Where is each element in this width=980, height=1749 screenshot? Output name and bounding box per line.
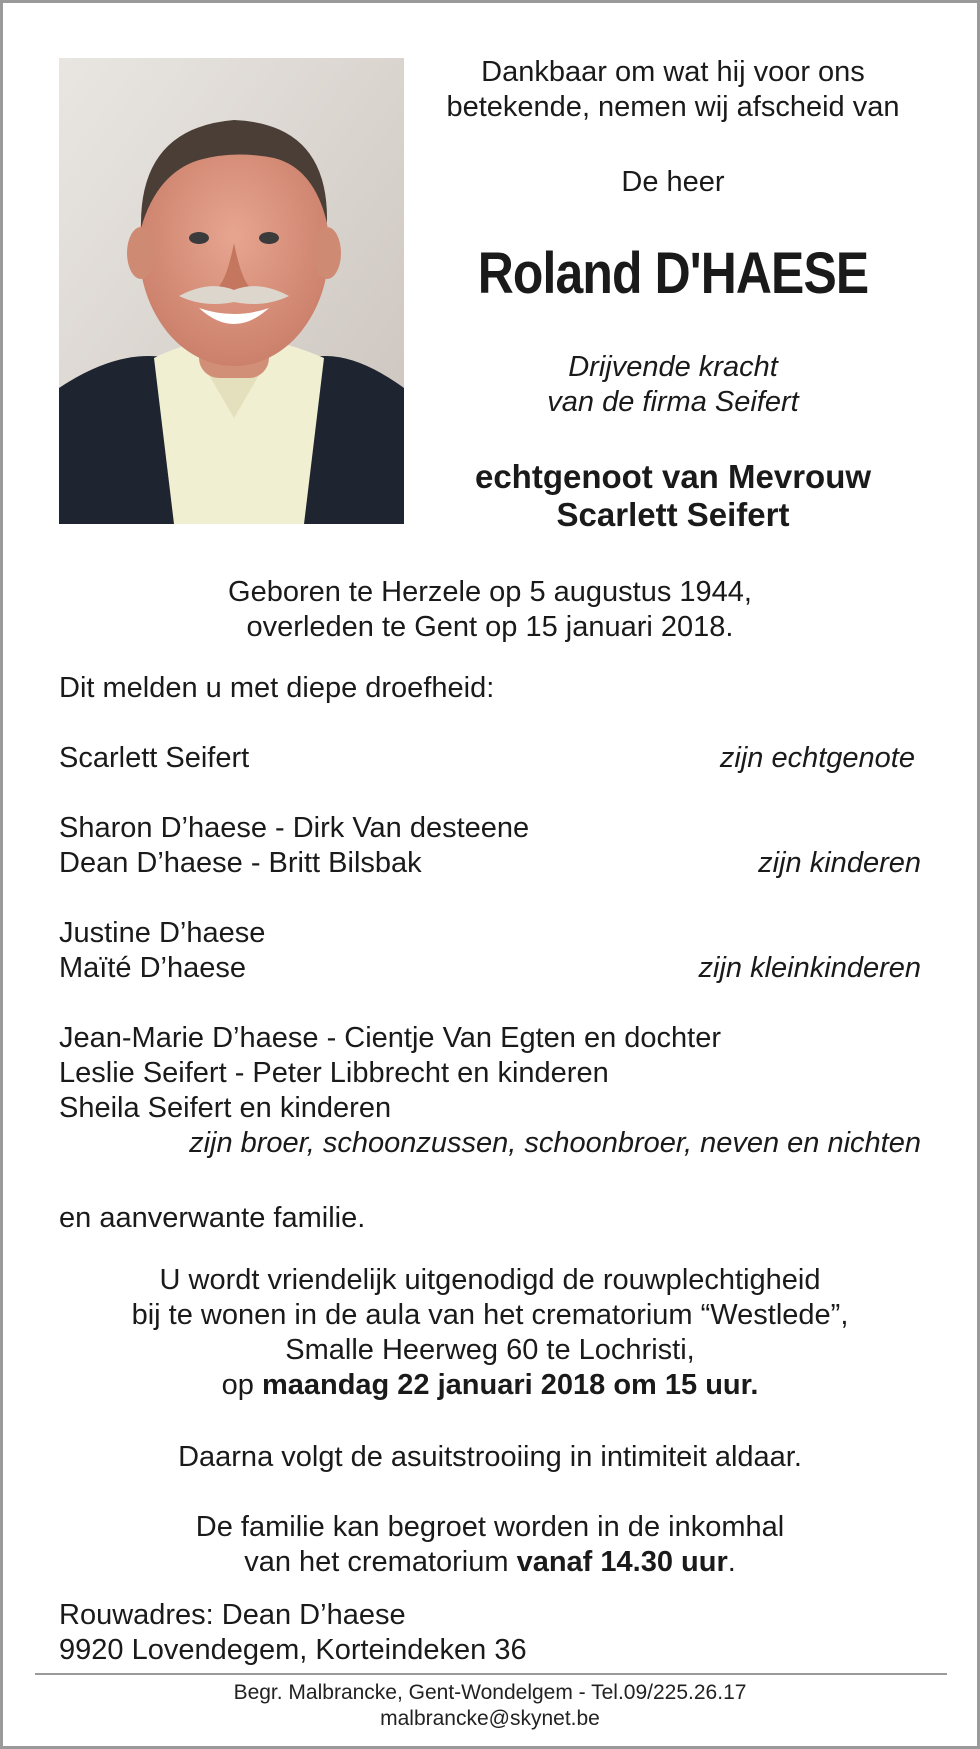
ceremony-date: maandag 22 januari 2018 om 15 uur.	[261, 1369, 759, 1401]
ceremony-line-2: bij te wonen in de aula van het crematorium “Westlede”,	[131, 1299, 849, 1331]
family-name: Sharon D’haese - Dirk Van desteene	[59, 812, 530, 844]
ceremony-line-4	[3, 1368, 977, 1403]
greeting-time: vanaf 14.30 uur	[516, 1546, 728, 1578]
family-group-grandchildren	[59, 951, 921, 986]
address-line-1: Rouwadres: Dean D’haese	[59, 1599, 406, 1631]
family-name: Jean-Marie D’haese - Cientje Van Egten en dochter	[59, 1022, 722, 1054]
spouse-line-1: echtgenoot van Mevrouw	[474, 458, 872, 495]
intro-text	[423, 55, 923, 125]
greeting-suffix: .	[727, 1546, 736, 1578]
family-relation: zijn kinderen	[758, 847, 921, 879]
footer-email[interactable]: malbrancke@skynet.be	[380, 1707, 600, 1730]
portrait-illustration	[59, 58, 404, 524]
family-name: Sheila Seifert en kinderen	[59, 1092, 392, 1124]
deceased-name: Roland D'HAESE	[477, 241, 869, 306]
family-name: Dean D’haese - Britt Bilsbak	[59, 847, 422, 879]
greeting-info	[3, 1510, 977, 1580]
greeting-line-1: De familie kan begroet worden in de inkomhal	[195, 1511, 785, 1543]
family-relation: zijn echtgenote	[719, 742, 915, 774]
family-name: Maïté D’haese	[59, 952, 246, 984]
address-line-2: 9920 Lovendegem, Korteindeken 36	[59, 1634, 527, 1666]
greeting-line-2	[3, 1545, 977, 1580]
family-relation: zijn broer, schoonzussen, schoonbroer, neven en nichten	[189, 1127, 921, 1159]
footer-divider	[35, 1673, 947, 1675]
salutation: De heer	[621, 166, 725, 198]
portrait-photo	[59, 58, 404, 524]
ceremony-invitation	[3, 1263, 977, 1403]
announcement: Dit melden u met diepe droefheid:	[59, 672, 495, 704]
spouse-text	[423, 458, 923, 534]
family-name: Justine D’haese	[59, 917, 266, 949]
ceremony-line-1: U wordt vriendelijk uitgenodigd de rouwplechtigheid	[159, 1264, 821, 1296]
family-group-children	[59, 846, 921, 881]
role-line-1: Drijvende kracht	[568, 351, 778, 383]
family-relation: zijn kleinkinderen	[698, 952, 921, 984]
ceremony-date-prefix: op	[221, 1369, 262, 1401]
birth-death-dates	[3, 575, 977, 645]
funeral-home-footer	[3, 1680, 977, 1732]
after-ceremony: Daarna volgt de asuitstrooiing in intimiteit aldaar.	[178, 1441, 802, 1473]
birth-line: Geboren te Herzele op 5 augustus 1944,	[228, 576, 752, 608]
role-line-2: van de firma Seifert	[547, 386, 799, 418]
family-list	[59, 741, 921, 1161]
intro-line-1: Dankbaar om wat hij voor ons	[481, 56, 865, 88]
role-text	[423, 350, 923, 420]
mourning-address	[59, 1598, 527, 1668]
spouse-line-2: Scarlett Seifert	[556, 496, 790, 533]
footer-line-1: Begr. Malbrancke, Gent-Wondelgem - Tel.09/225.26.17	[233, 1681, 747, 1704]
ceremony-line-3: Smalle Heerweg 60 te Lochristi,	[285, 1334, 695, 1366]
family-group-spouse	[59, 741, 921, 776]
death-line: overleden te Gent op 15 januari 2018.	[246, 611, 734, 643]
greeting-prefix: van het crematorium	[244, 1546, 517, 1578]
family-name: Leslie Seifert - Peter Libbrecht en kinderen	[59, 1057, 609, 1089]
family-name: Scarlett Seifert	[59, 742, 250, 774]
intro-line-2: betekende, nemen wij afscheid van	[446, 91, 900, 123]
extended-family: en aanverwante familie.	[59, 1202, 366, 1234]
